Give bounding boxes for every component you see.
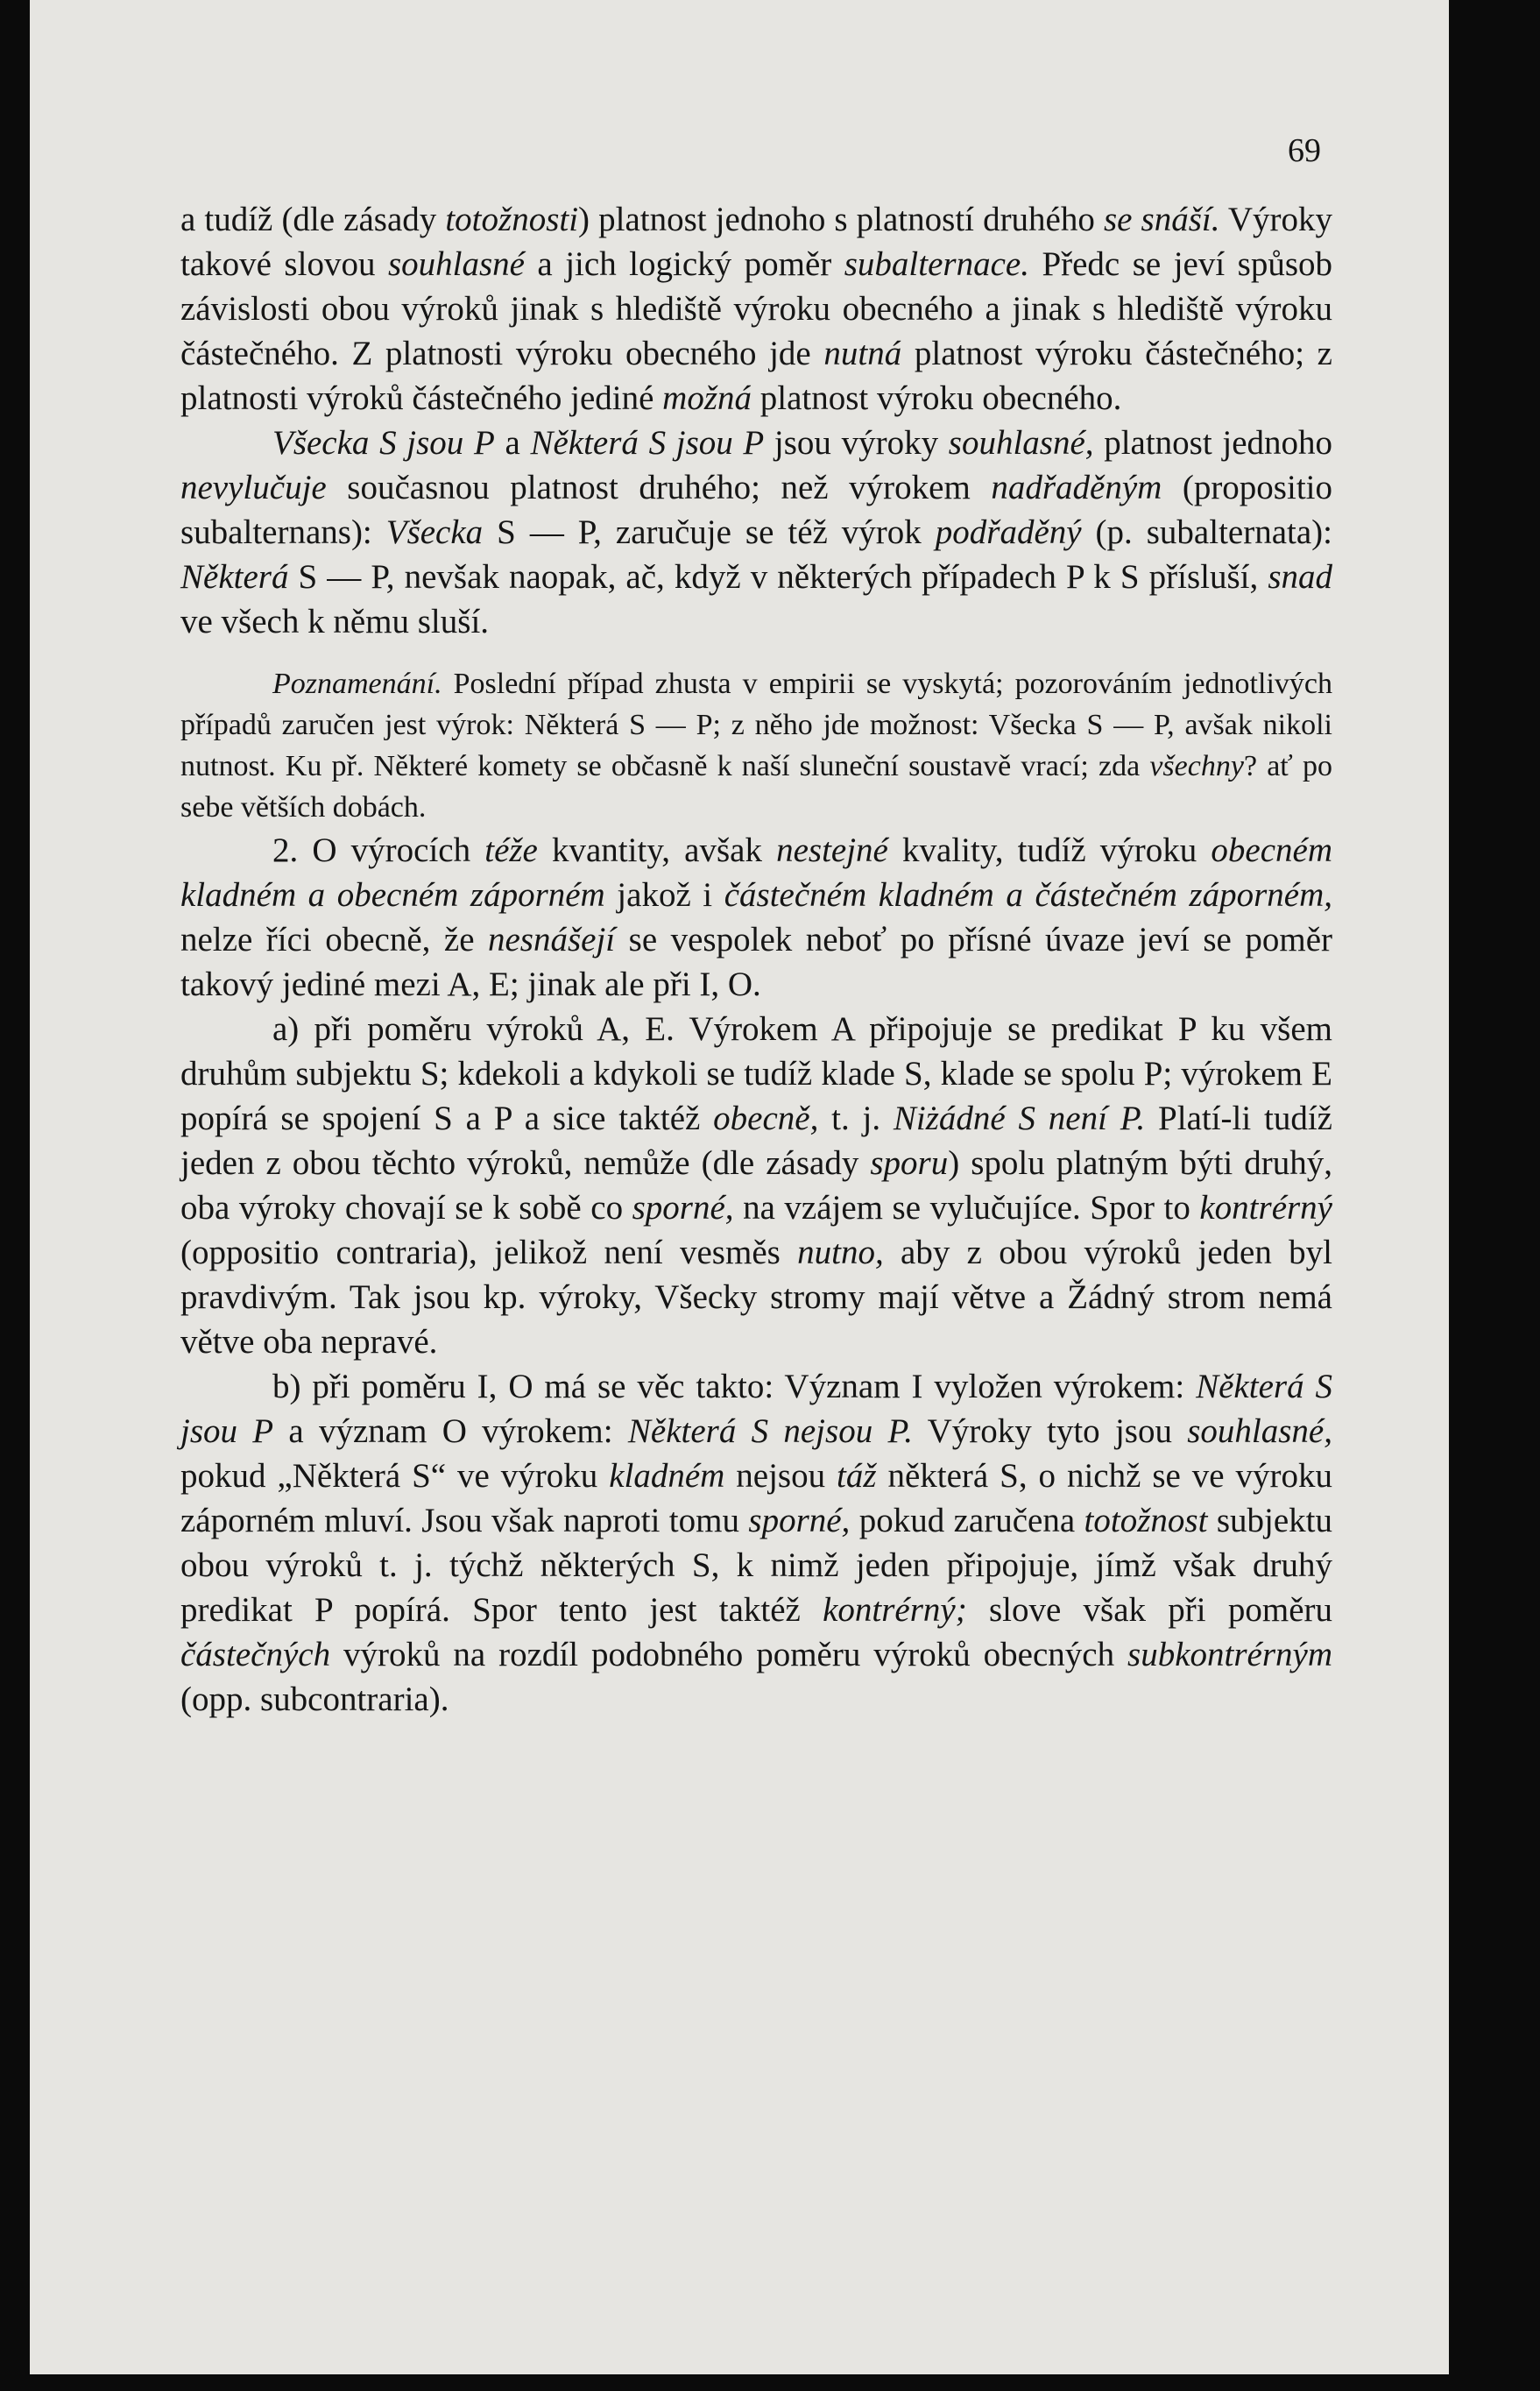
text-run: ) spolu platným býti druhý, oba výroky chovají se k sobě co	[180, 1144, 1332, 1227]
text-run: a význam O výrokem:	[273, 1412, 628, 1450]
italic-run: nevylučuje	[180, 469, 327, 506]
italic-run: Některá S jsou P	[180, 1368, 1332, 1450]
italic-run: sporné,	[748, 1502, 851, 1539]
italic-run: táž	[837, 1457, 877, 1495]
italic-run: částečném kladném a částečném záporném,	[724, 876, 1332, 914]
text-run: pokud „Některá S“ ve výroku	[180, 1457, 610, 1495]
page-number: 69	[1288, 132, 1321, 169]
text-run: kvality, tudíž výroku	[887, 831, 1212, 869]
text-run: jakož i	[604, 876, 724, 914]
italic-run: kontrérný	[1199, 1189, 1332, 1227]
text-run: a	[494, 424, 531, 462]
italic-run: sporné,	[632, 1189, 734, 1227]
text-run: (propositio subalternans):	[180, 469, 1332, 551]
text-run: ) platnost jednoho s platností druhého	[578, 201, 1104, 238]
italic-run: Poznamenání.	[272, 668, 442, 700]
italic-run: souhlasné	[387, 245, 525, 283]
note-paragraph	[180, 663, 1332, 828]
text-run: slove však při poměru	[966, 1591, 1333, 1629]
italic-run: Všecka	[385, 513, 484, 551]
text-run: současnou platnost druhého; než výrokem	[326, 469, 992, 506]
paragraph-5	[180, 1364, 1332, 1722]
italic-run: se snáší.	[1103, 201, 1220, 238]
text-run: platnost výroku částečného; z platnosti výroků částečného jediné	[180, 335, 1332, 417]
text-run: ? ať po sebe větších dobách.	[180, 750, 1332, 824]
italic-run: všechny	[1149, 750, 1244, 782]
paragraph-4	[180, 1007, 1332, 1364]
italic-run: nadřaděným	[991, 469, 1162, 506]
italic-run: obecně,	[713, 1100, 819, 1137]
italic-run: téže	[484, 831, 538, 869]
text-run: pokud zaručena	[850, 1502, 1084, 1539]
italic-run: kladném	[609, 1457, 725, 1495]
italic-run: souhlasné,	[1187, 1412, 1332, 1450]
italic-run: sporu	[870, 1144, 949, 1182]
text-run: nejsou	[724, 1457, 837, 1495]
italic-run: možná	[662, 379, 752, 417]
text-run: kvantity, avšak	[537, 831, 777, 869]
italic-run: částečných	[180, 1636, 331, 1673]
text-run: b) při poměru I, O má se věc takto: Význam I vyložen výrokem:	[272, 1368, 1197, 1405]
italic-run: nestejné	[776, 831, 888, 869]
italic-run: totožnosti	[445, 201, 579, 238]
paragraph-3	[180, 828, 1332, 1007]
text-run: t. j.	[818, 1100, 894, 1137]
italic-run: obecném kladném a obecném záporném	[180, 831, 1332, 914]
paragraph-2	[180, 421, 1332, 644]
text-run: platnost jednoho	[1093, 424, 1332, 462]
text-run: Platí-li tudíž jeden z obou těchto výroků, nemůže (dle zásady	[180, 1100, 1332, 1182]
italic-run: Niżádné S není P.	[893, 1100, 1146, 1137]
text-run: některá S, o nichž se ve výroku záporném mluví. Jsou však naproti tomu	[180, 1457, 1333, 1539]
text-run: ve všech k němu sluší.	[180, 603, 490, 640]
footnote-remark	[180, 663, 1332, 828]
text-run: na vzájem se vylučujíce. Spor to	[733, 1189, 1200, 1227]
italic-run: subalternace.	[844, 245, 1029, 283]
text-run: subjektu obou výroků t. j. týchž některých S, k nimž jeden připojuje, jímž však druhý predikat P popírá. Spor tento jest taktéž	[180, 1502, 1332, 1629]
text-run: jsou výroky	[764, 424, 949, 462]
italic-run: totožnost	[1084, 1502, 1208, 1539]
text-run: Výroky tyto jsou	[913, 1412, 1188, 1450]
italic-run: subkontrérným	[1127, 1636, 1332, 1673]
text-run: (opp. subcontraria).	[180, 1680, 449, 1718]
italic-run: Některá S nejsou P.	[627, 1412, 914, 1450]
text-run: aby z obou výroků jeden byl pravdivým. Tak jsou kp. výroky, Všecky stromy mají větve a Žádný strom nemá větve oba nepravé.	[180, 1234, 1332, 1361]
text-run: Výroky takové slovou	[180, 201, 1332, 283]
text-run: výroků na rozdíl podobného poměru výroků obecných	[330, 1636, 1128, 1673]
italic-run: Některá S jsou P	[530, 424, 765, 462]
text-run: (oppositio contraria), jelikož není vesměs	[180, 1234, 798, 1271]
text-run: Předc se jeví spůsob závislosti obou výroků jinak s hlediště výroku obecného a jinak s hlediště výroku částečného. Z platnosti výroku obecného jde	[180, 245, 1333, 372]
italic-run: kontrérný;	[823, 1591, 967, 1629]
italic-run: Některá	[180, 558, 289, 596]
italic-run: podřaděný	[935, 513, 1082, 551]
text-run: S — P, nevšak naopak, ač, když v některých případech P k S přísluší,	[288, 558, 1268, 596]
text-run: a jich logický poměr	[524, 245, 844, 283]
text-run: a) při poměru výroků A, E. Výrokem A připojuje se predikat P ku všem druhům subjektu S; kdekoli a kdykoli se tudíž klade S, klade se spolu P; výrokem E popírá se spojení S a P a sice taktéž	[180, 1010, 1332, 1137]
text-run: 2. O výrocích	[272, 831, 485, 869]
text-run: a tudíž (dle zásady	[180, 201, 446, 238]
text-run: platnost výroku obecného.	[752, 379, 1122, 417]
text-run: Poslední případ zhusta v empirii se vyskytá; pozorováním jednotlivých případů zaručen jest výrok: Některá S — P; z něho jde možnost: Všecka S — P, avšak nikoli nutnost. Ku př. Některé komety se občasně k naší sluneční soustavě vrací; zda	[180, 668, 1332, 782]
body-text	[180, 197, 1332, 1722]
italic-run: nutno,	[797, 1234, 884, 1271]
text-run: nelze říci obecně, že	[180, 921, 488, 959]
text-run: (p. subalternata):	[1081, 513, 1332, 551]
italic-run: Všecka S jsou P	[272, 424, 495, 462]
book-page	[30, 0, 1449, 2374]
text-run: S — P, zaručuje se též výrok	[483, 513, 936, 551]
italic-run: souhlasné,	[948, 424, 1094, 462]
italic-run: snad	[1268, 558, 1332, 596]
text-run: se vespolek neboť po přísné úvaze jeví se poměr takový jediné mezi A, E; jinak ale při I, O.	[180, 921, 1332, 1003]
italic-run: nesnášejí	[488, 921, 616, 959]
paragraph-1	[180, 197, 1332, 421]
italic-run: nutná	[823, 335, 902, 372]
